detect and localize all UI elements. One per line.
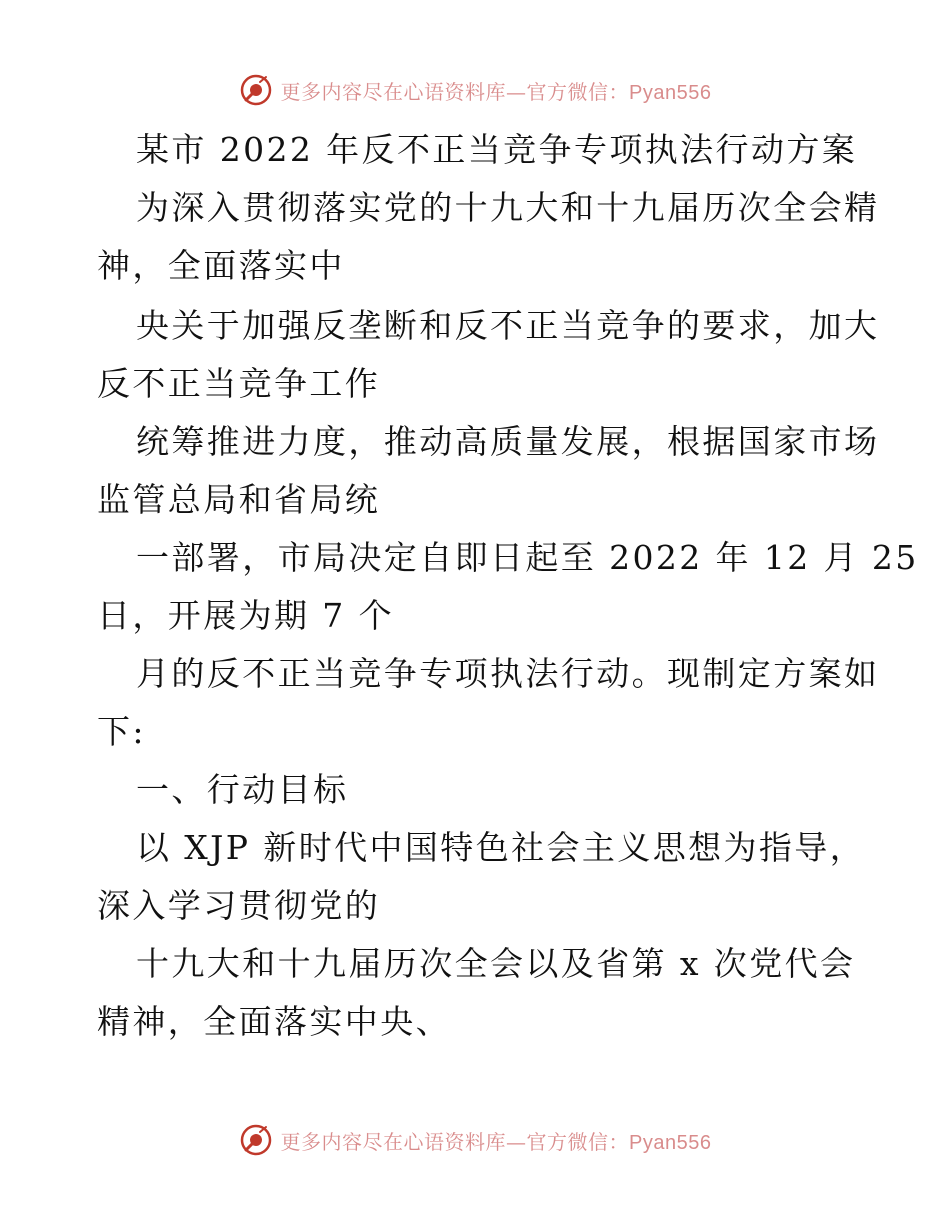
body-line: 央关于加强反垄断和反不正当竞争的要求，加大 bbox=[136, 306, 880, 345]
body-line: 反不正当竞争工作 bbox=[97, 364, 381, 403]
body-line: 月的反不正当竞争专项执法行动。现制定方案如 bbox=[136, 654, 880, 693]
footer-watermark bbox=[0, 1120, 950, 1160]
body-line: 统筹推进力度，推动高质量发展，根据国家市场 bbox=[136, 422, 880, 461]
watermark-id: Pyan556 bbox=[629, 1131, 712, 1154]
watermark-text bbox=[281, 1126, 712, 1155]
body-line: 一部署，市局决定自即日起至 2022 年 12 月 25 bbox=[136, 538, 919, 577]
body-line: 精神，全面落实中央、 bbox=[97, 1002, 451, 1041]
document-title: 某市 2022 年反不正当竞争专项执法行动方案 bbox=[136, 130, 858, 169]
body-line: 神，全面落实中 bbox=[97, 246, 345, 285]
watermark-text bbox=[281, 76, 712, 105]
header-watermark bbox=[0, 70, 950, 110]
body-line: 十九大和十九届历次全会以及省第 x 次党代会 bbox=[136, 944, 856, 983]
red-circular-logo-icon bbox=[239, 73, 273, 107]
body-line: 为深入贯彻落实党的十九大和十九届历次全会精 bbox=[136, 188, 880, 227]
body-line: 日，开展为期 7 个 bbox=[97, 596, 394, 635]
watermark-prefix: 更多内容尽在心语资料库—官方微信： bbox=[280, 1129, 630, 1154]
red-circular-logo-icon bbox=[239, 1123, 273, 1157]
body-line: 监管总局和省局统 bbox=[97, 480, 381, 519]
body-line: 深入学习贯彻党的 bbox=[97, 886, 381, 925]
section-heading: 一、行动目标 bbox=[136, 770, 349, 809]
watermark-prefix: 更多内容尽在心语资料库—官方微信： bbox=[280, 79, 630, 104]
body-line: 以 XJP 新时代中国特色社会主义思想为指导， bbox=[136, 828, 866, 867]
watermark-id: Pyan556 bbox=[629, 81, 712, 104]
body-line: 下: bbox=[97, 712, 146, 751]
